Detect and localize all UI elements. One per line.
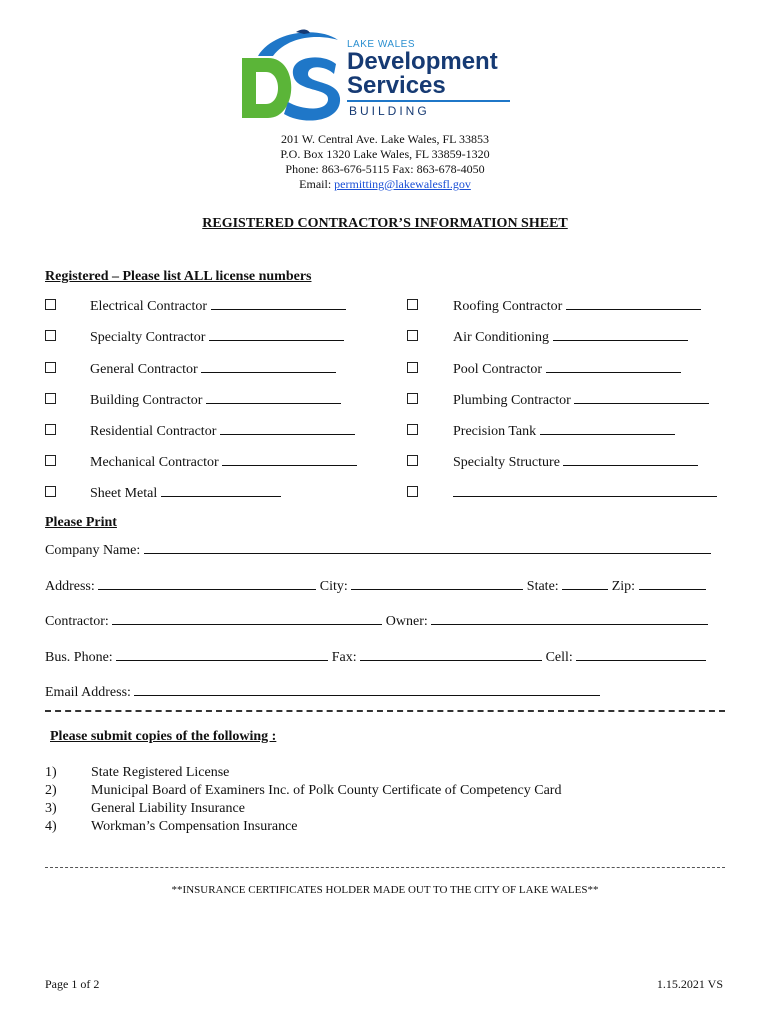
- license-label: Specialty Structure: [453, 453, 698, 471]
- list-item: 2) Municipal Board of Examiners Inc. of Polk County Certificate of Competency Card: [45, 783, 562, 798]
- license-number-field[interactable]: [206, 391, 341, 404]
- license-number-field[interactable]: [220, 422, 355, 435]
- email-link[interactable]: permitting@lakewalesfl.gov: [334, 177, 471, 191]
- license-row: [407, 391, 571, 408]
- list-item: 3) General Liability Insurance: [45, 801, 245, 816]
- checkbox[interactable]: [45, 393, 56, 404]
- owner-label: Owner:: [385, 614, 428, 629]
- license-number-field[interactable]: [566, 297, 701, 310]
- license-number-field[interactable]: [211, 297, 346, 310]
- license-number-field[interactable]: [161, 484, 281, 497]
- checkbox[interactable]: [45, 486, 56, 497]
- license-label: Electrical Contractor: [90, 297, 346, 315]
- license-label: Residential Contractor: [90, 422, 355, 440]
- list-item: 4) Workman’s Compensation Insurance: [45, 819, 298, 834]
- email-row: [45, 683, 600, 701]
- checkbox[interactable]: [407, 486, 418, 497]
- license-number-field[interactable]: [563, 453, 698, 466]
- logo-superscript: LAKE WALES: [347, 39, 415, 50]
- lake-wales-logo: [238, 26, 518, 126]
- company-label: Company Name:: [45, 543, 141, 558]
- checkbox[interactable]: [407, 330, 418, 341]
- bus-phone-label: Bus. Phone:: [45, 650, 113, 665]
- license-label: [453, 484, 717, 502]
- license-row: [45, 360, 198, 377]
- license-row: [407, 297, 563, 314]
- company-row: [45, 541, 711, 559]
- license-other-field[interactable]: [453, 484, 717, 497]
- license-row: [45, 484, 158, 501]
- page-title: REGISTERED CONTRACTOR’S INFORMATION SHEET: [202, 216, 568, 231]
- phone-fax-line: Phone: 863-676-5115 Fax: 863-678-4050: [285, 162, 485, 176]
- checkbox[interactable]: [407, 362, 418, 373]
- license-label: Mechanical Contractor: [90, 453, 357, 471]
- cell-label: Cell:: [545, 650, 573, 665]
- checkbox[interactable]: [45, 424, 56, 435]
- checkbox[interactable]: [45, 362, 56, 373]
- license-label: Plumbing Contractor: [453, 391, 709, 409]
- company-field[interactable]: [144, 541, 711, 554]
- license-number-field[interactable]: [540, 422, 675, 435]
- license-row: [407, 360, 543, 377]
- insurance-note: **INSURANCE CERTIFICATES HOLDER MADE OUT TO THE CITY OF LAKE WALES**: [171, 884, 599, 896]
- license-row: [45, 328, 206, 345]
- checkbox[interactable]: [407, 424, 418, 435]
- license-row: [45, 422, 217, 439]
- checkbox[interactable]: [45, 330, 56, 341]
- license-row: [407, 484, 418, 500]
- license-row: [45, 453, 219, 470]
- logo-line-development: Development: [347, 48, 498, 75]
- list-item: 1) State Registered License: [45, 765, 230, 780]
- address-block: [0, 132, 770, 192]
- address-line: 201 W. Central Ave. Lake Wales, FL 33853: [280, 132, 490, 146]
- version-stamp: 1.15.2021 VS: [656, 977, 723, 991]
- logo-building: BUILDING: [349, 104, 430, 118]
- fax-label: Fax:: [331, 650, 357, 665]
- license-row: [407, 328, 550, 345]
- license-number-field[interactable]: [574, 391, 709, 404]
- license-label: Building Contractor: [90, 391, 341, 409]
- license-row: [407, 422, 537, 439]
- address-label: Address:: [45, 579, 95, 594]
- contractor-label: Contractor:: [45, 614, 109, 629]
- owner-field[interactable]: [431, 612, 708, 625]
- checkbox[interactable]: [45, 299, 56, 310]
- city-field[interactable]: [351, 577, 523, 590]
- fax-field[interactable]: [360, 648, 542, 661]
- checkbox[interactable]: [407, 299, 418, 310]
- license-label: Sheet Metal: [90, 484, 281, 502]
- zip-label: Zip:: [611, 579, 636, 594]
- license-label: Precision Tank: [453, 422, 675, 440]
- logo-line-services: Services: [347, 72, 446, 99]
- divider: [45, 710, 725, 712]
- divider: [45, 867, 725, 868]
- license-number-field[interactable]: [546, 360, 681, 373]
- email-label: Email Address:: [45, 685, 131, 700]
- state-field[interactable]: [562, 577, 608, 590]
- license-row: [407, 453, 560, 470]
- submit-heading: Please submit copies of the following :: [50, 729, 277, 744]
- registered-heading: Registered – Please list ALL license numbers: [45, 269, 312, 284]
- address-field[interactable]: [98, 577, 316, 590]
- license-row: [45, 391, 203, 408]
- contractor-field[interactable]: [112, 612, 382, 625]
- license-number-field[interactable]: [553, 328, 688, 341]
- email-field[interactable]: [134, 683, 600, 696]
- license-label: Specialty Contractor: [90, 328, 344, 346]
- license-row: [45, 297, 207, 314]
- license-number-field[interactable]: [201, 360, 336, 373]
- license-label: General Contractor: [90, 360, 336, 378]
- checkbox[interactable]: [407, 393, 418, 404]
- po-box-line: P.O. Box 1320 Lake Wales, FL 33859-1320: [280, 147, 490, 161]
- page-number: Page 1 of 2: [45, 977, 100, 991]
- checkbox[interactable]: [407, 455, 418, 466]
- phone-row: [45, 648, 706, 666]
- email-label: Email:: [299, 177, 335, 191]
- ds-monogram-icon: [238, 26, 348, 126]
- address-row: [45, 577, 706, 595]
- checkbox[interactable]: [45, 455, 56, 466]
- license-label: Pool Contractor: [453, 360, 681, 378]
- print-heading: Please Print: [45, 515, 117, 530]
- cell-field[interactable]: [576, 648, 706, 661]
- bus-phone-field[interactable]: [116, 648, 328, 661]
- contractor-row: [45, 612, 708, 630]
- license-label: Roofing Contractor: [453, 297, 701, 315]
- email-line: [0, 177, 770, 192]
- license-label: Air Conditioning: [453, 328, 688, 346]
- city-label: City:: [319, 579, 348, 594]
- license-number-field[interactable]: [222, 453, 357, 466]
- logo-title: [347, 50, 498, 98]
- zip-field[interactable]: [639, 577, 706, 590]
- state-label: State:: [526, 579, 559, 594]
- logo-rule: [347, 100, 510, 102]
- license-number-field[interactable]: [209, 328, 344, 341]
- submit-list: [45, 764, 561, 836]
